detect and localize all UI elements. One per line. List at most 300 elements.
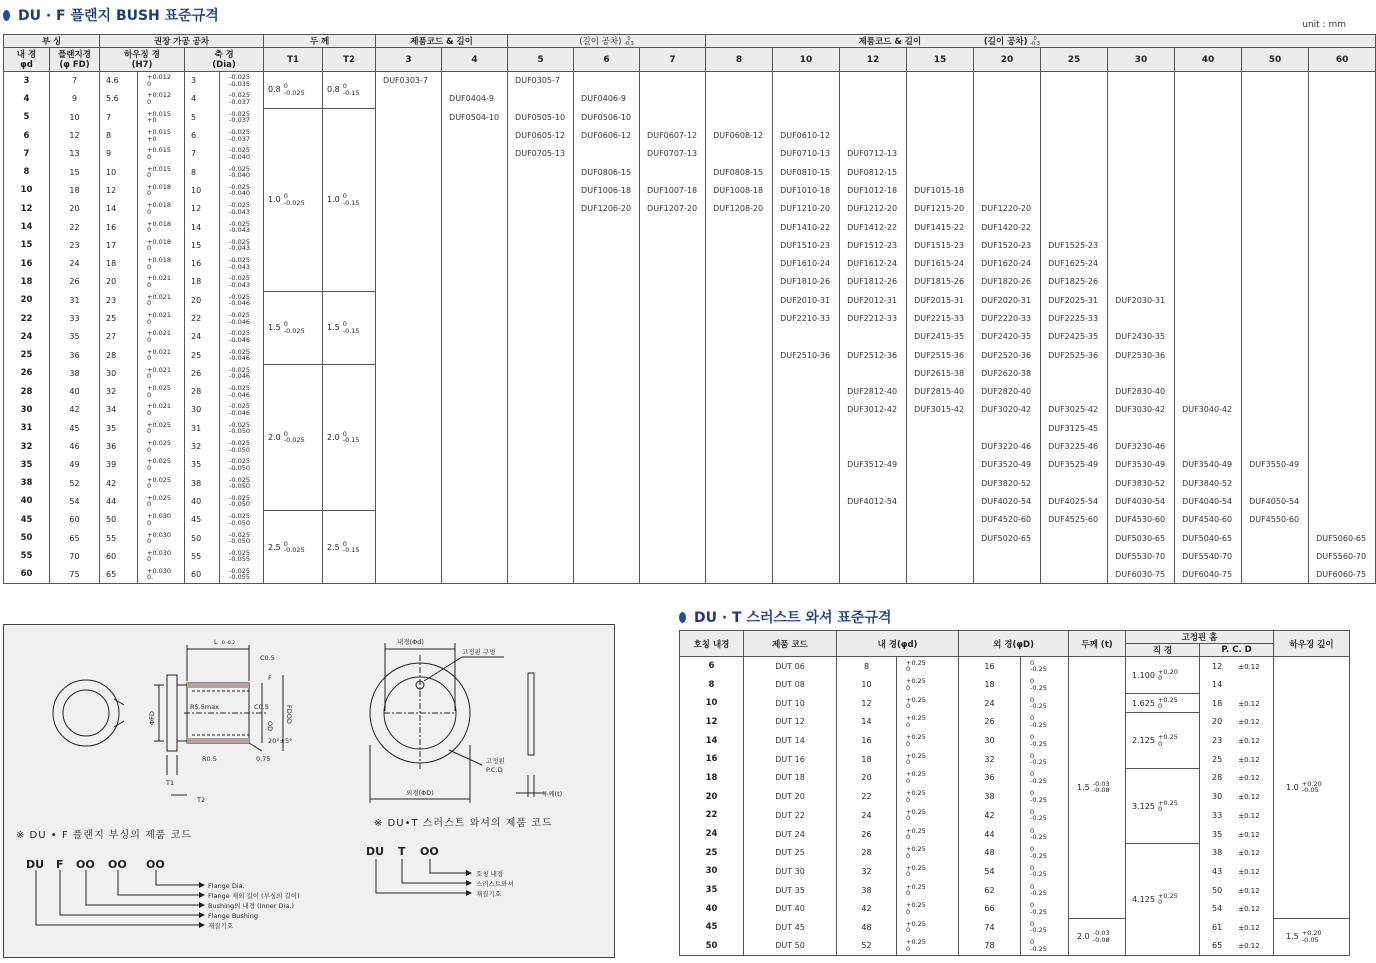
h-code-b-text: 제품코드 & 길이 (858, 37, 922, 47)
product-code: DUT 22 (744, 806, 837, 825)
empty-cell (907, 145, 974, 163)
housing-tol-values: +0.015 0 (147, 146, 172, 161)
empty-cell (1041, 383, 1108, 401)
empty-cell (773, 511, 840, 529)
empty-cell (442, 529, 508, 547)
h-length-8: 8 (706, 48, 773, 72)
inner-dia: 18 (4, 273, 50, 291)
empty-cell (1309, 492, 1376, 510)
housing-tol-values: +0.025 0 (147, 420, 172, 436)
product-code: DUT 24 (744, 825, 837, 844)
inner-tol (897, 750, 959, 769)
empty-cell (508, 200, 574, 218)
empty-cell (640, 346, 706, 364)
product-code: DUF4530-60 (1108, 511, 1175, 529)
product-code: DUF1220-20 (974, 200, 1041, 218)
inner-tol-values: +0.25 0 (906, 733, 926, 748)
housing-dia: 16 (100, 218, 138, 236)
empty-cell (1309, 456, 1376, 474)
housing-tol-values: +0.025 0 (147, 384, 172, 399)
empty-cell (508, 474, 574, 492)
shaft-dia: 14 (185, 218, 220, 236)
caption-du-f: ※ DU • F 플랜지 부싱의 제품 코드 (16, 830, 192, 841)
housing-tol (138, 236, 185, 254)
product-code: DUT 25 (744, 843, 837, 862)
product-code: DUF3830-52 (1108, 474, 1175, 492)
table-row (4, 529, 1376, 547)
shaft-tol-values: -0.025 -0.040 (229, 164, 250, 180)
empty-cell (508, 383, 574, 401)
empty-cell (574, 529, 640, 547)
outer-tol (1021, 750, 1069, 769)
empty-cell (773, 401, 840, 419)
flange-dia: 38 (50, 364, 100, 382)
shaft-tol-values: -0.025 -0.035 (229, 73, 250, 88)
empty-cell (773, 328, 840, 346)
inner-tol (897, 731, 959, 750)
code-f-0: DU (26, 858, 45, 871)
product-code: DUF4020-54 (974, 492, 1041, 510)
shaft-tol-values: -0.025 -0.046 (229, 329, 250, 344)
empty-cell (1108, 90, 1175, 108)
empty-cell (1175, 328, 1242, 346)
housing-tol-values: +0.025 0 (147, 457, 172, 472)
table-row (680, 881, 1350, 900)
empty-cell (442, 456, 508, 474)
product-code: DUT 45 (744, 918, 837, 937)
inner-dia: 22 (4, 309, 50, 327)
table-row (4, 254, 1376, 272)
outer-tol-values: 0 -0.25 (1030, 770, 1047, 785)
empty-cell (1242, 529, 1309, 547)
pin-dia-tol: +0.20 0 (1157, 667, 1178, 683)
pcd (1200, 937, 1274, 956)
shaft-dia: 55 (185, 547, 220, 565)
inner-dia: 55 (4, 547, 50, 565)
du-t-title: DU · T 스러스트 와셔 표준규격 (694, 610, 892, 626)
empty-cell (1108, 218, 1175, 236)
empty-cell (706, 309, 773, 327)
product-code: DUT 30 (744, 862, 837, 881)
product-code: DUF3015-42 (907, 401, 974, 419)
product-code: DUF3540-49 (1175, 456, 1242, 474)
housing-tol (138, 547, 185, 565)
shaft-tol (220, 273, 264, 291)
product-code: DUF1820-26 (974, 273, 1041, 291)
shaft-tol (220, 291, 264, 309)
inner-dia: 52 (837, 937, 897, 956)
product-code: DUF5030-65 (1108, 529, 1175, 547)
empty-cell (574, 419, 640, 437)
empty-cell (1242, 364, 1309, 382)
product-code: DUF2020-31 (974, 291, 1041, 309)
product-code: DUF0305-7 (508, 72, 574, 90)
product-code: DUF6060-75 (1309, 566, 1376, 584)
pcd (1200, 825, 1274, 844)
h-len-tol-a (508, 35, 706, 48)
empty-cell (640, 383, 706, 401)
housing-depth: 1.0 +0.20 -0.05 (1274, 657, 1350, 919)
outer-dia: 26 (959, 713, 1021, 732)
table-row (4, 419, 1376, 437)
housing-tol (138, 145, 185, 163)
flange-dia: 40 (50, 383, 100, 401)
housing-tol (138, 218, 185, 236)
bushing-inner-circle (63, 690, 109, 736)
housing-tol (138, 383, 185, 401)
product-code: DUT 06 (744, 657, 837, 676)
unit-label: unit : mm (1302, 20, 1346, 30)
empty-cell (1175, 383, 1242, 401)
product-code: DUF5560-70 (1309, 547, 1376, 565)
section-title-du-f (3, 5, 219, 25)
empty-cell (376, 346, 442, 364)
shaft-tol (220, 218, 264, 236)
housing-dia: 36 (100, 437, 138, 455)
table-row (680, 769, 1350, 788)
outer-tol (1021, 899, 1069, 918)
shaft-tol-values: -0.025 -0.050 (229, 493, 250, 509)
lbl-inner: 내경(Φd) (397, 638, 424, 646)
empty-cell (508, 401, 574, 419)
h-inner-l2: φd (20, 59, 33, 70)
empty-cell (442, 291, 508, 309)
empty-cell (706, 254, 773, 272)
empty-cell (706, 364, 773, 382)
product-code: DUF1420-22 (974, 218, 1041, 236)
inner-dia: 40 (4, 492, 50, 510)
h-flange (50, 48, 100, 72)
outer-tol (1021, 713, 1069, 732)
h-length-6: 6 (574, 48, 640, 72)
flange-dia: 49 (50, 456, 100, 474)
inner-tol-values: +0.25 0 (906, 938, 926, 953)
housing-dia: 25 (100, 309, 138, 327)
empty-cell (508, 90, 574, 108)
empty-cell (442, 126, 508, 144)
empty-cell (640, 218, 706, 236)
h-length-10: 10 (773, 48, 840, 72)
empty-cell (907, 456, 974, 474)
table-row (4, 200, 1376, 218)
empty-cell (706, 474, 773, 492)
shaft-dia: 8 (185, 163, 220, 181)
product-code: DUF1415-22 (907, 218, 974, 236)
empty-cell (907, 437, 974, 455)
t2-tol: 0 -0.15 (342, 82, 360, 97)
empty-cell (574, 309, 640, 327)
inner-tol (897, 918, 959, 937)
empty-cell (1041, 163, 1108, 181)
h-housing-l1: 하우징 경 (124, 49, 160, 60)
empty-cell (1309, 126, 1376, 144)
nominal-dia: 12 (680, 713, 744, 732)
thickness-t2: 2.5 0 -0.15 (323, 511, 376, 584)
flange-dia: 18 (50, 181, 100, 199)
inner-tol (897, 657, 959, 676)
thickness-tol: -0.03 -0.08 (1092, 929, 1110, 944)
product-code: DUF4025-54 (1041, 492, 1108, 510)
empty-cell (1175, 273, 1242, 291)
empty-cell (773, 529, 840, 547)
h2-outer: 외 경(φD) (959, 631, 1069, 657)
shaft-tol (220, 547, 264, 565)
empty-cell (376, 383, 442, 401)
empty-cell (1175, 309, 1242, 327)
table-row (4, 346, 1376, 364)
empty-cell (442, 218, 508, 236)
empty-cell (706, 218, 773, 236)
empty-cell (974, 547, 1041, 565)
inner-dia: 6 (4, 126, 50, 144)
empty-cell (1242, 273, 1309, 291)
lbl-F: F (268, 674, 272, 682)
pcd-tol: ±0.12 (1238, 755, 1260, 764)
inner-tol (897, 825, 959, 844)
outer-dia: 44 (959, 825, 1021, 844)
empty-cell (442, 419, 508, 437)
shaft-tol-values: -0.025 -0.043 (229, 219, 250, 235)
thickness-t1: 2.0 0 -0.025 (264, 364, 323, 510)
shaft-tol (220, 529, 264, 547)
product-code: DUF0707-13 (640, 145, 706, 163)
table-row (4, 108, 1376, 126)
housing-depth: 1.5 +0.20 -0.05 (1274, 918, 1350, 955)
housing-dia: 9 (100, 145, 138, 163)
product-code: DUF0404-9 (442, 90, 508, 108)
t1-tol: 0 -0.025 (283, 82, 305, 97)
pin-dia: 3.125 +0.25 0 (1126, 769, 1200, 844)
empty-cell (840, 72, 907, 90)
empty-cell (974, 163, 1041, 181)
inner-tol-values: +0.25 0 (906, 714, 926, 729)
inner-dia: 38 (837, 881, 897, 900)
table-row (4, 309, 1376, 327)
h-housing-l2: (H7) (131, 59, 153, 70)
outer-dia: 16 (959, 657, 1021, 676)
pcd-tol: ±0.12 (1238, 811, 1260, 820)
inner-tol-values: +0.25 0 (906, 919, 926, 935)
pin-dia-tol: +0.25 0 (1157, 733, 1178, 748)
code-f-3: OO (108, 858, 127, 871)
h-code-a: 제품코드 & 길이 (376, 35, 508, 48)
empty-cell (1242, 72, 1309, 90)
empty-cell (640, 547, 706, 565)
thickness-t1: 1.5 0 -0.025 (264, 291, 323, 364)
housing-dia: 44 (100, 492, 138, 510)
housing-tol (138, 108, 185, 126)
empty-cell (1041, 529, 1108, 547)
empty-cell (508, 547, 574, 565)
h-length-3: 3 (376, 48, 442, 72)
shaft-tol-values: -0.025 -0.046 (229, 384, 250, 399)
pin-dia: 4.125 +0.25 0 (1126, 843, 1200, 955)
h-len-tol-text-b: (길이 공차) (983, 37, 1028, 47)
lbl-075: 0.75 (256, 755, 271, 763)
du-f-spec-table (3, 34, 1376, 584)
h2-nom: 호칭 내경 (680, 631, 744, 657)
flange-dia: 65 (50, 529, 100, 547)
shaft-dia: 18 (185, 273, 220, 291)
empty-cell (840, 108, 907, 126)
housing-tol-values: +0.015 0 (147, 164, 172, 180)
housing-tol-values: +0.021 0 (147, 274, 172, 289)
inner-tol-values: +0.25 0 (906, 770, 926, 785)
product-code: DUF3230-46 (1108, 437, 1175, 455)
product-code: DUF1207-20 (640, 200, 706, 218)
product-code: DUF4525-60 (1041, 511, 1108, 529)
empty-cell (640, 456, 706, 474)
empty-cell (640, 401, 706, 419)
table-row (680, 731, 1350, 750)
product-code: DUF1815-26 (907, 273, 974, 291)
empty-cell (376, 474, 442, 492)
table-row (680, 806, 1350, 825)
product-code: DUT 35 (744, 881, 837, 900)
housing-tol-values: +0.015 +0 (147, 128, 172, 143)
empty-cell (706, 437, 773, 455)
empty-cell (706, 90, 773, 108)
h-len-tol-text-a: (길이 공차) (579, 37, 622, 47)
table-row (680, 657, 1350, 676)
product-code: DUF0610-12 (773, 126, 840, 144)
shaft-tol-values: -0.025 -0.046 (229, 365, 250, 381)
empty-cell (442, 547, 508, 565)
outer-dia: 54 (959, 862, 1021, 881)
inner-dia: 22 (837, 787, 897, 806)
product-code: DUF3520-49 (974, 456, 1041, 474)
housing-dia: 4.6 (100, 72, 138, 90)
empty-cell (640, 236, 706, 254)
inner-dia: 28 (4, 383, 50, 401)
pcd-tol: ±0.12 (1238, 737, 1260, 746)
empty-cell (376, 419, 442, 437)
shaft-tol (220, 309, 264, 327)
empty-cell (1309, 163, 1376, 181)
housing-tol-values: +0.030 0. (147, 566, 172, 582)
empty-cell (1175, 72, 1242, 90)
table-row (4, 383, 1376, 401)
h2-thick: 두께 (t) (1069, 631, 1126, 657)
h-length-12: 12 (840, 48, 907, 72)
empty-cell (1309, 181, 1376, 199)
empty-cell (840, 474, 907, 492)
shaft-dia: 5 (185, 108, 220, 126)
empty-cell (376, 291, 442, 309)
outer-tol (1021, 675, 1069, 694)
empty-cell (773, 364, 840, 382)
table-row (4, 547, 1376, 565)
inner-dia: 10 (4, 181, 50, 199)
empty-cell (574, 547, 640, 565)
empty-cell (442, 181, 508, 199)
h-inner-l1: 내 경 (16, 49, 37, 60)
shaft-dia: 3 (185, 72, 220, 90)
housing-dia: 14 (100, 200, 138, 218)
shaft-dia: 20 (185, 291, 220, 309)
thickness-t1: 0.8 0 -0.025 (264, 72, 323, 109)
empty-cell (442, 364, 508, 382)
empty-cell (1309, 273, 1376, 291)
table-row (4, 291, 1376, 309)
inner-dia: 24 (837, 806, 897, 825)
empty-cell (442, 401, 508, 419)
housing-tol (138, 364, 185, 382)
empty-cell (773, 547, 840, 565)
empty-cell (1242, 145, 1309, 163)
product-code: DUF5530-70 (1108, 547, 1175, 565)
h-shaft (185, 48, 264, 72)
pcd-tol: ±0.12 (1238, 774, 1260, 783)
h-length-5: 5 (508, 48, 574, 72)
pcd-value: 28 (1212, 773, 1223, 783)
flange-dia: 9 (50, 90, 100, 108)
inner-dia: 31 (4, 419, 50, 437)
shaft-tol (220, 126, 264, 144)
empty-cell (574, 273, 640, 291)
empty-cell (706, 328, 773, 346)
empty-cell (706, 273, 773, 291)
empty-cell (1242, 383, 1309, 401)
inner-dia: 7 (4, 145, 50, 163)
h-len-tol-sup-a: 0 (627, 35, 631, 42)
nominal-dia: 25 (680, 843, 744, 862)
empty-cell (974, 566, 1041, 584)
housing-tol-values: +0.012 0 (147, 73, 172, 88)
h-housing (100, 48, 185, 72)
empty-cell (706, 72, 773, 90)
pcd-value: 43 (1212, 866, 1223, 876)
inner-tol-values: +0.25 0 (906, 807, 926, 823)
product-code: DUF0806-15 (574, 163, 640, 181)
empty-cell (840, 529, 907, 547)
inner-dia: 18 (837, 750, 897, 769)
bullet-icon (3, 10, 10, 21)
product-code: DUF0606-12 (574, 126, 640, 144)
housing-tol-values: +0.030 0 (147, 512, 172, 527)
empty-cell (1309, 200, 1376, 218)
product-code: DUT 14 (744, 731, 837, 750)
housing-dia: 50 (100, 511, 138, 529)
inner-dia: 20 (4, 291, 50, 309)
empty-cell (907, 566, 974, 584)
empty-cell (574, 145, 640, 163)
inner-tol-values: +0.25 0 (906, 863, 926, 879)
empty-cell (442, 145, 508, 163)
empty-cell (706, 511, 773, 529)
t2-tol: 0 -0.15 (342, 192, 360, 207)
shaft-tol (220, 328, 264, 346)
outer-dia: 36 (959, 769, 1021, 788)
h-bushing: 부 싱 (4, 35, 100, 48)
empty-cell (1242, 474, 1309, 492)
empty-cell (1175, 181, 1242, 199)
empty-cell (1242, 181, 1309, 199)
shaft-tol (220, 163, 264, 181)
outer-tol (1021, 731, 1069, 750)
outer-tol (1021, 862, 1069, 881)
nominal-dia: 18 (680, 769, 744, 788)
pcd-value: 61 (1212, 922, 1223, 932)
empty-cell (1041, 566, 1108, 584)
inner-dia: 3 (4, 72, 50, 90)
empty-cell (574, 218, 640, 236)
empty-cell (974, 181, 1041, 199)
housing-dia: 27 (100, 328, 138, 346)
inner-tol-values: +0.25 0 (906, 789, 926, 804)
empty-cell (840, 364, 907, 382)
empty-cell (442, 437, 508, 455)
